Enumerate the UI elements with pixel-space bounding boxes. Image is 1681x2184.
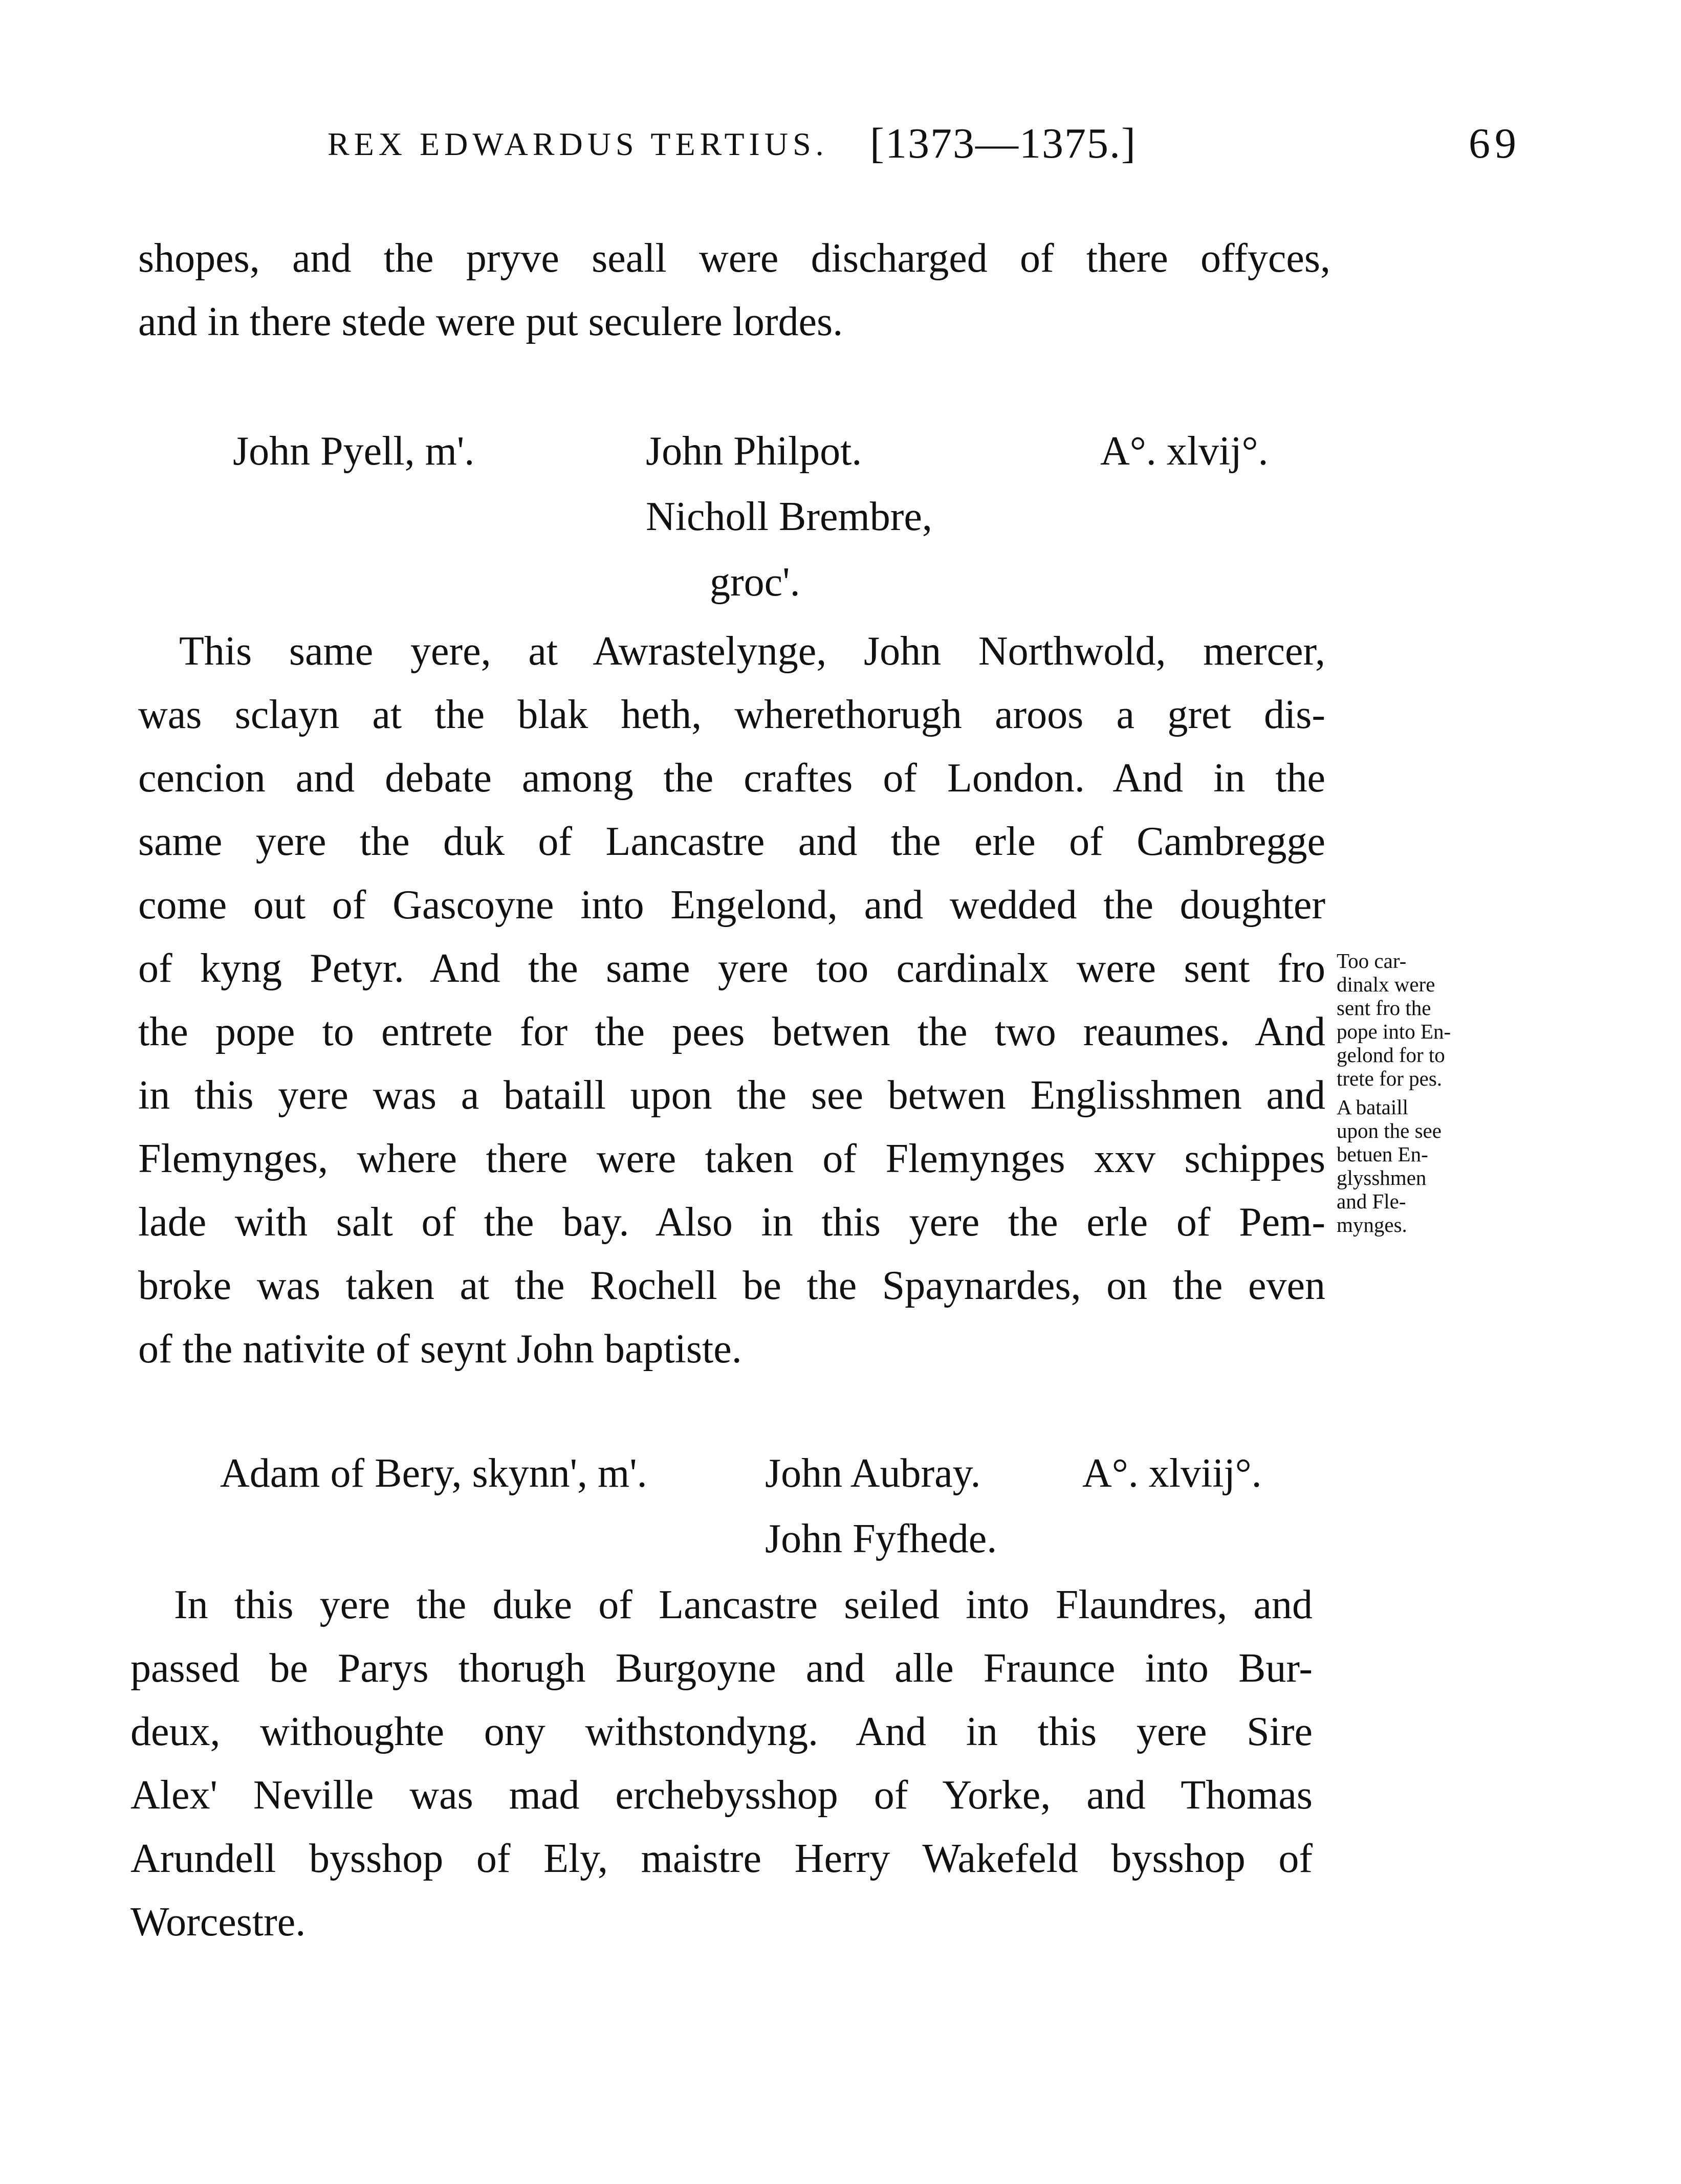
sheriff-name: John Philpot.	[646, 429, 862, 474]
regnal-year: A°. xlvij°.	[1100, 429, 1269, 474]
note-line: Too car-	[1337, 949, 1407, 973]
note-line: pope into En-	[1337, 1020, 1451, 1043]
note-line: dinalx were	[1337, 973, 1435, 996]
text-line: Worcestre.	[130, 1900, 306, 1945]
text-line: cencion and debate among the craftes of London. And in the	[138, 756, 1325, 801]
note-line: gelond for to	[1337, 1043, 1445, 1067]
text-line: deux, withoughte ony withstondyng. And in this yere Sire	[130, 1709, 1313, 1754]
text-line: in this yere was a bataill upon the see betwen Englisshmen and	[138, 1073, 1325, 1118]
text-line: of kyng Petyr. And the same yere too cardinalx were sent fro	[138, 946, 1325, 991]
running-head-title: REX EDWARDUS TERTIUS.	[328, 126, 828, 162]
note-line: sent fro the	[1337, 996, 1431, 1020]
paragraph	[130, 1582, 1313, 1962]
text-line: of the nativite of seynt John baptiste.	[138, 1327, 742, 1372]
note-line: betuen En-	[1337, 1142, 1428, 1166]
text-line: same yere the duk of Lancastre and the erle of Cambregge	[138, 819, 1325, 864]
text-line: Arundell bysshop of Ely, maistre Herry Wakefeld bysshop of	[130, 1836, 1313, 1881]
text-line: lade with salt of the bay. Also in this yere the erle of Pem-	[138, 1200, 1325, 1245]
note-line: trete for pes.	[1337, 1067, 1443, 1090]
text-line: Flemynges, where there were taken of Flemynges xxv schippes	[138, 1136, 1325, 1181]
note-line: upon the see	[1337, 1119, 1442, 1142]
sheriff-trade: groc'.	[710, 560, 800, 605]
mayor-name: John Pyell, m'.	[233, 429, 475, 474]
text-line: passed be Parys thorugh Burgoyne and alle Fraunce into Bur-	[130, 1646, 1313, 1691]
text-line: was sclayn at the blak heth, wherethorugh aroos a gret dis-	[138, 692, 1325, 737]
opening-paragraph	[138, 235, 1330, 362]
page-number: 69	[1469, 120, 1521, 167]
text-line: come out of Gascoyne into Engelond, and wedded the doughter	[138, 883, 1325, 928]
text-line: shopes, and the pryve seall were discharged of there offyces,	[138, 236, 1330, 281]
text-line: This same yere, at Awrastelynge, John Northwold, mercer,	[179, 629, 1325, 674]
text-line: In this yere the duke of Lancastre seiled into Flaundres, and	[174, 1582, 1313, 1627]
text-line: the pope to entrete for the pees betwen the two reaumes. And	[138, 1009, 1325, 1054]
note-line: mynges.	[1337, 1213, 1407, 1237]
sheriff-name: John Aubray.	[765, 1451, 981, 1496]
text-line: Alex' Neville was mad erchebysshop of Yorke, and Thomas	[130, 1773, 1313, 1818]
running-head-years: [1373—1375.]	[870, 120, 1137, 167]
paragraph	[138, 628, 1325, 1389]
note-line: and Fle-	[1337, 1189, 1406, 1213]
marginal-note	[1337, 949, 1511, 1237]
note-line: A bataill	[1337, 1095, 1409, 1119]
regnal-year: A°. xlviij°.	[1082, 1451, 1262, 1496]
sheriff-name: John Fyfhede.	[765, 1516, 997, 1561]
note-line: glysshmen	[1337, 1166, 1427, 1189]
sheriff-name: Nicholl Brembre,	[646, 494, 932, 539]
text-line: broke was taken at the Rochell be the Spaynardes, on the even	[138, 1263, 1325, 1308]
text-line: and in there stede were put seculere lordes.	[138, 299, 843, 344]
mayor-name: Adam of Bery, skynn', m'.	[220, 1451, 647, 1496]
